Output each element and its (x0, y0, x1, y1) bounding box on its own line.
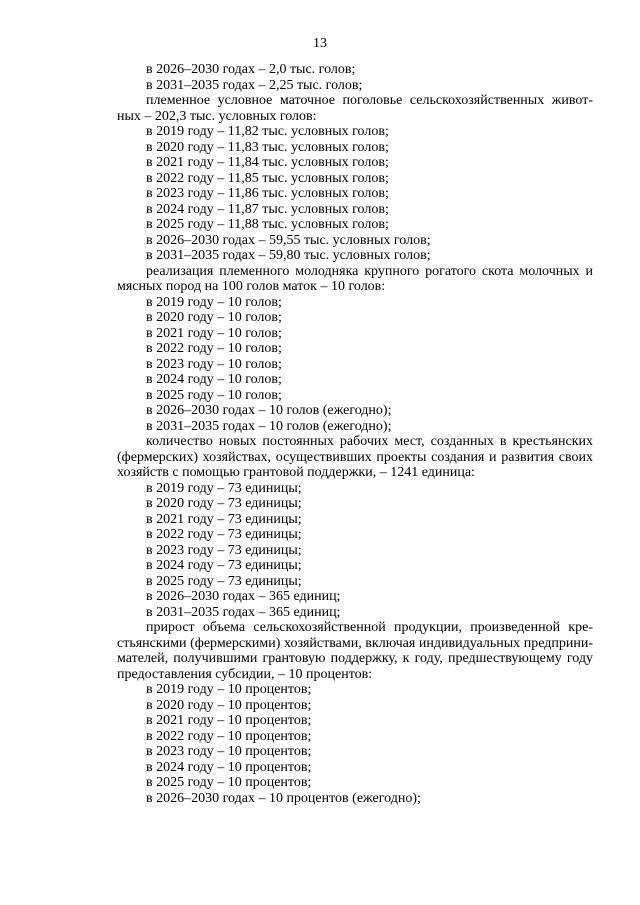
list-item: в 2031–2035 годах – 59,80 тыс. условных голов; (146, 248, 431, 263)
list-item: в 2020 году – 11,83 тыс. условных голов; (146, 139, 389, 155)
paragraph-breeding-livestock: племенное условное маточное поголовье сельскохозяйственных живот-ных – 202,3 тыс. условных голов: (117, 93, 593, 124)
list-item: в 2023 году – 10 голов; (146, 356, 282, 372)
list-block-3 (117, 295, 593, 435)
list-item: в 2019 году – 11,82 тыс. условных голов; (146, 124, 389, 139)
list-item: в 2022 году – 10 процентов; (146, 728, 312, 744)
list-item: в 2022 году – 10 голов; (146, 341, 282, 356)
list-item: в 2021 году – 10 процентов; (146, 713, 312, 728)
list-item: в 2026–2030 годах – 10 процентов (ежегодно); (146, 790, 421, 806)
list-item: в 2020 году – 10 голов; (146, 310, 282, 325)
page-number: 13 (313, 36, 327, 51)
list-item: в 2025 году – 10 процентов; (146, 775, 312, 790)
list-item: в 2026–2030 годах – 10 голов (ежегодно); (146, 403, 392, 418)
list-block-4 (117, 481, 593, 621)
list-item: в 2026–2030 годах – 365 единиц; (146, 589, 341, 604)
list-item: в 2020 году – 73 единицы; (146, 496, 302, 511)
list-item: в 2019 году – 10 процентов; (146, 682, 312, 697)
list-item: в 2023 году – 11,86 тыс. условных голов; (146, 186, 389, 201)
list-block-2 (117, 124, 593, 264)
list-item: в 2019 году – 73 единицы; (146, 480, 302, 496)
list-block-1 (117, 62, 593, 93)
list-item: в 2020 году – 10 процентов; (146, 697, 312, 713)
list-item: в 2026–2030 годах – 59,55 тыс. условных голов; (146, 232, 431, 248)
list-item: в 2031–2035 годах – 365 единиц; (146, 604, 341, 620)
list-block-5 (117, 682, 593, 806)
list-item: в 2025 году – 73 единицы; (146, 573, 302, 589)
list-item: в 2026–2030 годах – 2,0 тыс. голов; (146, 62, 356, 77)
list-item: в 2019 году – 10 голов; (146, 294, 282, 310)
paragraph-young-cattle-sales: реализация племенного молодняка крупного рогатого скота молочных и мясных пород на 100 голов маток – 10 голов: (117, 263, 593, 294)
list-item: в 2031–2035 годах – 2,25 тыс. голов; (146, 77, 363, 93)
list-item: в 2024 году – 10 процентов; (146, 759, 312, 775)
list-item: в 2021 году – 73 единицы; (146, 511, 302, 527)
list-item: в 2021 году – 10 голов; (146, 325, 282, 341)
paragraph-new-jobs: количество новых постоянных рабочих мест, созданных в крестьянских (фермерских) хозяйствах, осуществивших проекты создания и развития своих хозяйств с помощью грантовой поддержки, – 1241 единица: (117, 434, 593, 480)
list-item: в 2024 году – 10 голов; (146, 372, 282, 387)
list-item: в 2023 году – 10 процентов; (146, 744, 312, 759)
list-item: в 2022 году – 11,85 тыс. условных голов; (146, 170, 389, 186)
list-item: в 2023 году – 73 единицы; (146, 542, 302, 558)
document-body (117, 62, 593, 806)
list-item: в 2031–2035 годах – 10 голов (ежегодно); (146, 418, 392, 434)
paragraph-production-growth: прирост объема сельскохозяйственной продукции, произведенной кре-стьянскими (фермерскими) хозяйствами, включая индивидуальных предприни-мателей, получившими грантовую поддержку, к году, предшествующему году предоставления субсидии, – 10 процентов: (117, 620, 593, 682)
list-item: в 2025 году – 10 голов; (146, 387, 282, 403)
list-item: в 2024 году – 11,87 тыс. условных голов; (146, 201, 389, 217)
list-item: в 2022 году – 73 единицы; (146, 527, 302, 542)
list-item: в 2025 году – 11,88 тыс. условных голов; (146, 217, 389, 232)
list-item: в 2024 году – 73 единицы; (146, 558, 302, 573)
list-item: в 2021 году – 11,84 тыс. условных голов; (146, 155, 389, 170)
